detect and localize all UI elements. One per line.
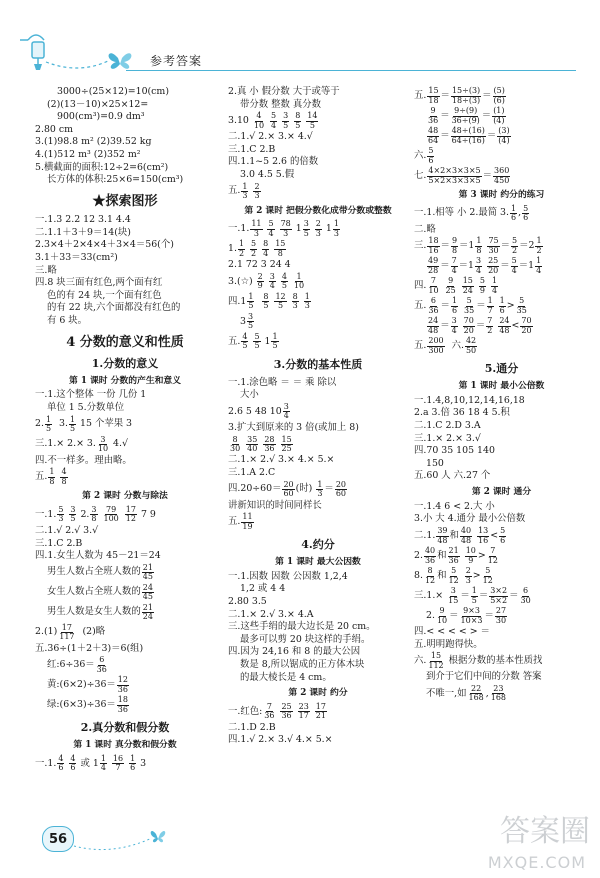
- column-right: [414, 86, 589, 704]
- answer-line: 一.1. $\frac{11}{3}$ $\frac{5}{4}$ $\frac{78}{3}$ 1 $\frac{3}{5}$ $\frac{2}{3}$ 1 $\frac{1}{3}$: [228, 219, 339, 238]
- answer-line: $\frac{24}{48}$ ＝ $\frac{3}{4}$ $\frac{70}{20}$ ＝ $\frac{7}{2}$ $\frac{24}{48}$ < $\frac{70}{20}$: [428, 316, 532, 335]
- answer-line: 四.8 块三面有红色,两个面有红: [35, 277, 163, 289]
- answer-line: 二.1.D 2.B: [228, 721, 276, 733]
- column-middle: [228, 86, 408, 747]
- answer-line: 三.1.× 2.× 3.√: [414, 432, 481, 444]
- fraction: $\frac{22}{168}$: [468, 683, 484, 703]
- fraction: $\frac{360}{450}$: [494, 166, 510, 185]
- fraction: $\frac{20}{60}$: [283, 479, 294, 499]
- section-title: 4.约分: [301, 538, 335, 552]
- answer-line: 一.1.涂色略 ＝ ＝ 乘 除以: [228, 376, 337, 388]
- answer-line: 3.扩大到原来的 3 倍(或加上 8): [228, 421, 359, 433]
- answer-line: 四.1.1~5 2.6 的倍数: [228, 156, 319, 168]
- fraction: $\frac{7}{2}$: [487, 316, 493, 335]
- lantern-icon: [20, 35, 44, 70]
- fraction: $\frac{21}{36}$: [448, 546, 459, 565]
- fraction: $\frac{5}{4}$: [268, 219, 274, 238]
- fraction: $\frac{1}{5}$: [45, 414, 52, 434]
- fraction: $\frac{23}{17}$: [298, 701, 309, 721]
- fraction: $\frac{1}{3}$: [333, 219, 339, 238]
- answer-line: 六. $\frac{5}{6}$: [414, 146, 434, 165]
- answer-line: 900(cm³)=0.9 dm³: [57, 111, 145, 123]
- answer-line: 三.1.A 2.C: [228, 467, 276, 479]
- answer-line: 二.1.1＋3＋9＝14(块): [35, 226, 131, 238]
- fraction: $\frac{12}{5}$: [275, 292, 286, 311]
- answer-line: 一.1.4 6 < 2.大 小: [414, 500, 495, 512]
- answer-line: 三.1.C 2.B: [35, 537, 83, 549]
- fraction: $\frac{4}{5}$: [281, 272, 287, 291]
- fraction: $\frac{2}{3}$: [254, 181, 260, 201]
- answer-line: 2. $\frac{9}{10}$ ＝ $\frac{9\times 3}{10\times 3}$ ＝ $\frac{27}{30}$: [426, 606, 507, 625]
- answer-line: 男生人数占全班人数的 $\frac{21}{45}$: [47, 562, 153, 582]
- fraction: $\frac{24}{48}$: [428, 316, 439, 335]
- fraction: $\frac{8}{30}$: [230, 434, 241, 453]
- lesson-title: 第 2 课时 把假分数化成带分数或整数: [244, 205, 392, 216]
- fraction: $\frac{1}{3}$: [317, 479, 323, 499]
- fraction: $\frac{7}{36}$: [264, 701, 275, 721]
- fraction: $\frac{1}{6}$: [499, 296, 505, 315]
- answer-line: 单位 1 5.分数单位: [47, 402, 125, 414]
- fraction: $\frac{7}{12}$: [487, 546, 498, 565]
- answer-line: 五. $\frac{1}{8}$ $\frac{4}{8}$: [35, 467, 67, 486]
- footer-decoration: [72, 826, 182, 856]
- answer-line: 一.1.这个整体 一份 几份 1: [35, 389, 147, 401]
- fraction: $\frac{13}{16}$: [478, 526, 489, 545]
- answer-line: 男生人数是女生人数的 $\frac{21}{24}$: [47, 602, 153, 622]
- answer-line: 七. $\frac{4\times 2\times 3\times 3\times 5}{5\times 2\times 3\times 3\times 5}$ ＝ $\frac{360}{450}$: [414, 166, 510, 185]
- fraction: $\frac{28}{36}$: [264, 434, 275, 453]
- fraction: $\frac{5}{35}$: [516, 296, 527, 315]
- fraction: $\frac{17}{21}$: [315, 701, 326, 721]
- fraction: $\frac{6}{36}$: [428, 296, 439, 315]
- fraction: $\frac{70}{20}$: [521, 316, 532, 335]
- fraction: $\frac{5}{3}$: [58, 505, 64, 524]
- fraction: $\frac{15}{24}$: [462, 276, 473, 295]
- answer-line: 三.略: [35, 264, 57, 276]
- fraction: $\frac{1}{4}$: [491, 276, 498, 295]
- fraction: $\frac{1}{8}$: [49, 467, 55, 486]
- answer-line: 黄:(6×2)÷36＝ $\frac{12}{36}$: [47, 675, 128, 694]
- answer-line: (2)(13－10)×25×12=: [47, 98, 149, 110]
- fraction: $\frac{(5)}{(6)}$: [493, 86, 505, 105]
- header-decoration: [0, 0, 600, 80]
- fraction: $\frac{5}{9}$: [479, 276, 485, 295]
- fraction: $\frac{11}{3}$: [251, 219, 262, 238]
- fraction: $\frac{78}{3}$: [280, 219, 291, 238]
- fraction: $\frac{3}{4}$: [451, 316, 457, 335]
- answer-line: 到介于它们中间的分数 答案: [426, 671, 542, 683]
- fraction: $\frac{3}{8}$: [91, 505, 97, 524]
- fraction: $\frac{4}{6}$: [58, 753, 64, 773]
- answer-line: 2.1 72 3 24 4: [228, 259, 291, 271]
- fraction: $\frac{5}{4}$: [271, 111, 277, 130]
- answer-line: 四.20÷60＝ $\frac{20}{60}$ (时) $\frac{1}{3}$ ＝ $\frac{20}{60}$: [228, 479, 346, 499]
- answer-line: 一.1. $\frac{4}{6}$ $\frac{4}{6}$ 或 1 $\frac{1}{4}$ $\frac{16}{7}$ $\frac{1}{6}$ 3: [35, 753, 147, 773]
- answer-line: 2.3×4＋2×4×4＋3×4＝56(个): [35, 239, 174, 251]
- fraction: $\frac{15}{8}$: [275, 239, 286, 258]
- answer-line: 五.明明跑得快。: [414, 638, 483, 650]
- fraction: $\frac{6}{36}$: [96, 655, 107, 674]
- answer-line: 色的有 24 块,一个面有红色: [47, 289, 162, 301]
- answer-line: 一.1.3 2.2 12 3.1 4.4: [35, 214, 131, 226]
- answer-line: 三.1.× 2.× 3. $\frac{3}{10}$ 4.√: [35, 434, 128, 454]
- answer-line: 2.真 小 假分数 大于或等于: [228, 86, 340, 97]
- fraction: $\frac{5}{4}$: [511, 256, 517, 275]
- answer-line: 四.不一样多。理由略。: [35, 454, 132, 466]
- fraction: $\frac{3\times 2}{5\times 2}$: [490, 586, 508, 605]
- fraction: $\frac{1}{6}$: [130, 753, 136, 773]
- answer-line: 四.1 $\frac{1}{5}$ $\frac{8}{5}$ $\frac{12}{5}$ $\frac{8}{3}$ $\frac{1}{3}$: [228, 292, 310, 311]
- answer-line: 2.80 3.5: [228, 595, 267, 607]
- answer-line: 3.0 4.5 5.假: [240, 168, 295, 180]
- answer-line: 4.(1)512 m³ (2)352 m²: [35, 148, 141, 160]
- answer-line: 一.1.因数 因数 公因数 1,2,4: [228, 570, 348, 582]
- fraction: $\frac{70}{20}$: [463, 316, 474, 335]
- answer-line: 的最大棱长是 4 cm。: [240, 671, 332, 683]
- lesson-title: 第 1 课时 分数的产生和意义: [68, 375, 182, 386]
- butterfly-icon: [109, 53, 132, 69]
- fraction: $\frac{10}{9}$: [465, 546, 476, 565]
- fraction: $\frac{1}{10}$: [293, 272, 305, 291]
- answer-line: 一.红色: $\frac{7}{36}$ $\frac{25}{36}$ $\frac{23}{17}$ $\frac{17}{21}$: [228, 701, 326, 721]
- fraction: $\frac{40}{36}$: [424, 546, 436, 565]
- answer-line: 3.(1)98.8 m² (2)39.52 kg: [35, 136, 152, 148]
- fraction: $\frac{3}{5}$: [247, 312, 254, 331]
- fraction: $\frac{6}{30}$: [520, 586, 531, 605]
- header-rule: [126, 70, 576, 71]
- answer-line: 五. $\frac{1}{3}$ $\frac{2}{3}$: [228, 181, 260, 201]
- answer-line: 绿:(6×3)÷36＝ $\frac{18}{36}$: [47, 695, 128, 714]
- fraction: $\frac{3}{5}$: [70, 505, 76, 524]
- answer-line: 二.1. $\frac{39}{48}$ 和 $\frac{40}{48}$ $\frac{13}{16}$ < $\frac{5}{6}$: [414, 526, 506, 545]
- answer-line: 不唯一,如 $\frac{22}{168}$ , $\frac{23}{168}$: [426, 683, 507, 703]
- fraction: $\frac{18}{16}$: [428, 236, 439, 255]
- answer-line: 二.1.C 2.D 3.A: [414, 420, 481, 432]
- watermark-url: MXQE.COM: [487, 853, 586, 872]
- answer-line: 3000÷(25×12)=10(cm): [57, 86, 169, 97]
- fraction: $\frac{4}{6}$: [70, 753, 76, 773]
- fraction: $\frac{3}{4}$: [283, 401, 289, 421]
- fraction: $\frac{8}{4}$: [263, 239, 269, 258]
- lesson-title: 第 2 课时 通分: [471, 487, 532, 498]
- section-title: 3.分数的基本性质: [273, 357, 363, 371]
- fraction: $\frac{75}{30}$: [488, 236, 499, 255]
- fraction: $\frac{8}{12}$: [424, 566, 436, 585]
- fraction: $\frac{1}{6}$: [451, 296, 458, 315]
- fraction: $\frac{4}{10}$: [253, 111, 265, 130]
- answer-line: $\frac{48}{64}$ ＝ $\frac{48\div(16)}{64\div(16)}$ ＝ $\frac{(3)}{(4)}$: [428, 126, 510, 145]
- fraction: $\frac{5}{2}$: [512, 236, 518, 255]
- fraction: $\frac{1}{4}$: [100, 753, 106, 773]
- answer-line: 讲新知识的时间同样长: [228, 499, 322, 511]
- fraction: $\frac{24}{45}$: [142, 582, 153, 602]
- fraction: $\frac{23}{168}$: [490, 683, 507, 703]
- answer-line: 六. $\frac{15}{112}$ 根据分数的基本性质找: [414, 651, 543, 670]
- answer-line: 2. $\frac{40}{36}$ 和 $\frac{21}{36}$ $\frac{10}{9}$ > $\frac{7}{12}$: [414, 546, 498, 565]
- lesson-title: 第 2 课时 分数与除法: [82, 491, 168, 502]
- fraction: $\frac{20}{60}$: [335, 479, 346, 499]
- answer-line: 带分数 整数 真分数: [240, 98, 321, 110]
- answer-line: 五. $\frac{4}{5}$ $\frac{5}{5}$ 1 $\frac{1}{5}$: [228, 332, 278, 351]
- fraction: $\frac{2}{9}$: [257, 272, 263, 291]
- answer-line: 四.< < < < > ＝: [414, 626, 490, 638]
- watermark-logo: 答案圈: [500, 814, 590, 849]
- answer-line: 大小: [240, 389, 259, 401]
- answer-line: 3.1＋33＝33(cm²): [35, 251, 118, 263]
- fraction: $\frac{24}{48}$: [499, 316, 510, 335]
- lesson-title: 第 1 课时 真分数和假分数: [73, 740, 177, 751]
- fraction: $\frac{27}{30}$: [495, 606, 507, 625]
- answer-line: 四. $\frac{7}{10}$ $\frac{9}{25}$ $\frac{15}{24}$ $\frac{5}{9}$ $\frac{1}{4}$: [414, 276, 498, 295]
- fraction: $\frac{1}{5}$: [248, 292, 254, 311]
- fraction: $\frac{1}{7}$: [487, 296, 493, 315]
- fraction: $\frac{40}{48}$: [460, 526, 472, 545]
- answer-line: 有 6 块。: [47, 314, 88, 326]
- page-header: [0, 0, 600, 80]
- answer-line: 四.1.女生人数为 45－21＝24: [35, 550, 161, 562]
- answer-line: 2.6 5 48 10 $\frac{3}{4}$: [228, 401, 289, 421]
- fraction: $\frac{9\times 3}{10\times 3}$: [460, 606, 483, 625]
- answer-line: 五.60 人 六.27 个: [414, 470, 491, 482]
- answer-line: $\frac{49}{28}$ ＝ $\frac{7}{4}$ ＝1 $\frac{3}{4}$ $\frac{25}{20}$ ＝ $\frac{5}{4}$ ＝1 $\frac{1}{4}$: [428, 256, 542, 275]
- fraction: $\frac{7}{4}$: [451, 256, 457, 275]
- answer-line: 二.1.× 2.√ 3.× 4.× 5.×: [228, 454, 335, 466]
- fraction: $\frac{9}{10}$: [436, 606, 448, 625]
- fraction: $\frac{3}{10}$: [97, 434, 109, 454]
- chapter-title: 4 分数的意义和性质: [66, 334, 184, 350]
- answer-line: 2. $\frac{1}{5}$ 3. $\frac{1}{5}$ 15 个苹果 3: [35, 414, 133, 434]
- fraction: $\frac{8}{3}$: [292, 292, 298, 311]
- answer-line: 3.小 大 4.通分 最小公倍数: [414, 513, 526, 525]
- fraction: $\frac{(1)}{(4)}$: [493, 106, 505, 125]
- section-title: 2.真分数和假分数: [80, 721, 170, 735]
- fraction: $\frac{5}{12}$: [448, 566, 459, 585]
- answer-line: [228, 434, 408, 454]
- fraction: $\frac{8}{5}$: [295, 111, 301, 130]
- lesson-title: 第 1 课时 最小公倍数: [458, 381, 545, 392]
- section-title-explore: ★探索图形: [92, 193, 158, 209]
- answer-line: 五.36÷(1＋2＋3)＝6(组): [35, 642, 144, 654]
- answer-line: 1,2 或 4 4: [240, 583, 286, 595]
- answer-line: 四.70 35 105 140: [414, 445, 495, 457]
- section-title: 5.通分: [484, 362, 519, 376]
- fraction: $\frac{3}{4}$: [269, 272, 275, 291]
- fraction: $\frac{16}{7}$: [112, 753, 124, 773]
- fraction: $\frac{42}{50}$: [465, 336, 477, 355]
- fraction: $\frac{5}{5}$: [254, 332, 260, 351]
- lesson-title: 第 1 课时 最大公因数: [275, 556, 361, 567]
- answer-line: 一.1.4,8,10,12,14,16,18: [414, 394, 525, 406]
- answer-line: 长方体的体积:25×6=150(cm³): [47, 174, 184, 186]
- fraction: $\frac{9}{8}$: [451, 236, 458, 255]
- fraction: $\frac{200}{300}$: [428, 336, 444, 355]
- fraction: $\frac{1}{3}$: [242, 181, 248, 201]
- fraction: $\frac{5}{12}$: [482, 566, 493, 585]
- fraction: $\frac{1}{2}$: [536, 236, 542, 255]
- fraction: $\frac{15}{25}$: [281, 434, 292, 453]
- fraction: $\frac{1}{2}$: [238, 239, 245, 258]
- fraction: $\frac{35}{40}$: [247, 434, 258, 453]
- fraction: $\frac{3}{15}$: [448, 586, 459, 605]
- fraction: $\frac{49}{28}$: [428, 256, 439, 275]
- fraction: $\frac{14}{5}$: [307, 111, 318, 130]
- fraction: $\frac{1}{6}$: [511, 203, 517, 223]
- fraction: $\frac{25}{20}$: [488, 256, 499, 275]
- fraction: $\frac{3}{5}$: [303, 219, 309, 238]
- fraction: $\frac{48\div(16)}{64\div(16)}$: [451, 126, 485, 145]
- answer-line: 三.1.C 2.B: [228, 143, 276, 155]
- answer-line: 2.80 cm: [35, 123, 73, 135]
- fraction: $\frac{9\div(9)}{36\div(9)}$: [451, 106, 480, 125]
- answer-line: 5.横截面的面积:12÷2=6(cm²): [35, 161, 169, 173]
- fraction: $\frac{5}{35}$: [464, 296, 475, 315]
- answer-line: 五. $\frac{200}{300}$ 六. $\frac{42}{50}$: [414, 336, 477, 355]
- fraction: $\frac{25}{36}$: [281, 701, 292, 721]
- fraction: $\frac{8}{5}$: [263, 292, 269, 311]
- answer-line: 五. $\frac{15}{18}$ ＝ $\frac{15\div(3)}{18\div(3)}$ ＝ $\frac{(5)}{(6)}$: [414, 86, 505, 105]
- answer-line: 四.1.√ 2.× 3.√ 4.× 5.×: [228, 734, 333, 746]
- header-title: 参考答案: [150, 54, 203, 68]
- answer-line: 二.略: [414, 223, 436, 235]
- answer-line: 2.(1) $\frac{17}{117}$ (2)略: [35, 622, 106, 642]
- answer-line: 的有 22 块,六个面都没有红色的: [47, 302, 181, 314]
- fraction: $\frac{1}{5}$: [471, 586, 477, 605]
- answer-line: 一.1.相等 小 2.最简 3. $\frac{1}{6}$ , $\frac{5}{6}$: [414, 203, 529, 223]
- fraction: $\frac{(3)}{(4)}$: [498, 126, 510, 145]
- fraction: $\frac{48}{64}$: [428, 126, 439, 145]
- fraction: $\frac{15}{18}$: [428, 86, 439, 105]
- answer-line: 1. $\frac{1}{2}$ $\frac{5}{2}$ $\frac{8}{4}$ $\frac{15}{8}$: [228, 239, 286, 258]
- fraction: $\frac{17}{117}$: [59, 622, 75, 642]
- answer-line: $\frac{9}{36}$ ＝ $\frac{9\div(9)}{36\div(9)}$ ＝ $\frac{(1)}{(4)}$: [428, 106, 505, 125]
- fraction: $\frac{5}{6}$: [428, 146, 434, 165]
- answer-line: 二.1.√ 2.× 3.× 4.√: [228, 131, 313, 143]
- fraction: $\frac{18}{36}$: [117, 695, 128, 714]
- answer-line: 三.这些手绢的最大边长是 20 cm。: [228, 621, 376, 633]
- answer-line: 五. $\frac{6}{36}$ ＝ $\frac{1}{6}$ $\frac{5}{35}$ ＝ $\frac{1}{7}$ $\frac{1}{6}$ > $\frac{5}{35}$: [414, 296, 527, 315]
- answer-line: 女生人数占全班人数的 $\frac{24}{45}$: [47, 582, 153, 602]
- fraction: $\frac{5}{2}$: [251, 239, 257, 258]
- fraction: $\frac{1}{8}$: [476, 236, 482, 255]
- answer-line: 四.因为 24,16 和 8 的最大公因: [228, 646, 361, 658]
- answer-line: 数是 8,所以锯成的正方体木块: [240, 658, 365, 670]
- answer-line: 一.1. $\frac{5}{3}$ $\frac{3}{5}$ 2. $\frac{3}{8}$ $\frac{79}{100}$ $\frac{17}{12}$ 7 9: [35, 505, 156, 524]
- fraction: $\frac{11}{19}$: [242, 512, 253, 531]
- fraction: $\frac{2}{3}$: [465, 566, 471, 585]
- fraction: $\frac{17}{12}$: [125, 505, 136, 524]
- fraction: $\frac{9}{36}$: [428, 106, 439, 125]
- fraction: $\frac{15}{112}$: [428, 651, 444, 670]
- fraction: $\frac{1}{4}$: [536, 256, 542, 275]
- answer-line: 三. $\frac{18}{16}$ ＝ $\frac{9}{8}$ ＝1 $\frac{1}{8}$ $\frac{75}{30}$ ＝ $\frac{5}{2}$ ＝2 $\frac{1}{2}$: [414, 236, 542, 255]
- answer-line: 8. $\frac{8}{12}$ 和 $\frac{5}{12}$ $\frac{2}{3}$ > $\frac{5}{12}$: [414, 566, 493, 585]
- fraction: $\frac{9}{25}$: [445, 276, 456, 295]
- fraction: $\frac{15\div(3)}{18\div(3)}$: [451, 86, 481, 105]
- column-left: [35, 86, 215, 774]
- answer-line: 3 $\frac{3}{5}$: [240, 312, 254, 331]
- fraction: $\frac{12}{36}$: [117, 675, 128, 694]
- fraction: $\frac{4}{8}$: [61, 467, 67, 486]
- fraction: $\frac{21}{24}$: [142, 602, 153, 622]
- fraction: $\frac{7}{10}$: [428, 276, 439, 295]
- answer-line: 3.(☆) $\frac{2}{9}$ $\frac{3}{4}$ $\frac{4}{5}$ $\frac{1}{10}$: [228, 272, 305, 291]
- fraction: $\frac{79}{100}$: [103, 505, 119, 524]
- lesson-title: 第 3 课时 约分的练习: [458, 190, 545, 200]
- fraction: $\frac{5}{6}$: [523, 203, 529, 223]
- fraction: $\frac{3}{4}$: [476, 256, 482, 275]
- answer-line: 2.a 3.倍 36 18 4 5.积: [414, 407, 510, 419]
- fraction: $\frac{1}{5}$: [69, 414, 76, 434]
- fraction: $\frac{39}{48}$: [437, 526, 448, 545]
- answer-line: 3.10 $\frac{4}{10}$ $\frac{5}{4}$ $\frac{3}{5}$ $\frac{8}{5}$ $\frac{14}{5}$: [228, 111, 318, 130]
- fraction: $\frac{21}{45}$: [142, 562, 153, 582]
- lesson-title: 第 2 课时 约分: [288, 688, 348, 699]
- watermark: [440, 806, 590, 872]
- fraction: $\frac{4}{5}$: [242, 332, 248, 351]
- fraction: $\frac{2}{3}$: [315, 219, 321, 238]
- answer-line: 五. $\frac{11}{19}$: [228, 512, 253, 531]
- answer-line: 二.1.× 2.√ 3.× 4.A: [228, 608, 314, 620]
- section-title: 1.分数的意义: [91, 356, 159, 370]
- answer-line: 三.1.× $\frac{3}{15}$ ＝ $\frac{1}{5}$ ＝ $\frac{3\times 2}{5\times 2}$ ＝ $\frac{6}{30}$: [414, 586, 531, 605]
- answer-line: 二.1.√ 2.√ 3.√: [35, 524, 99, 536]
- fraction: $\frac{4\times 2\times 3\times 3\times 5}{5\times 2\times 3\times 3\times 5}$: [428, 166, 481, 185]
- fraction: $\frac{1}{5}$: [272, 332, 278, 351]
- page-number: 56: [42, 826, 74, 852]
- answer-line: 最多可以剪 20 块这样的手绢。: [240, 633, 371, 645]
- fraction: $\frac{5}{6}$: [500, 526, 506, 545]
- answer-line: 150: [426, 457, 444, 469]
- fraction: $\frac{3}{5}$: [283, 111, 289, 130]
- answer-line: 红:6÷36＝ $\frac{6}{36}$: [47, 655, 107, 674]
- fraction: $\frac{1}{3}$: [304, 292, 310, 311]
